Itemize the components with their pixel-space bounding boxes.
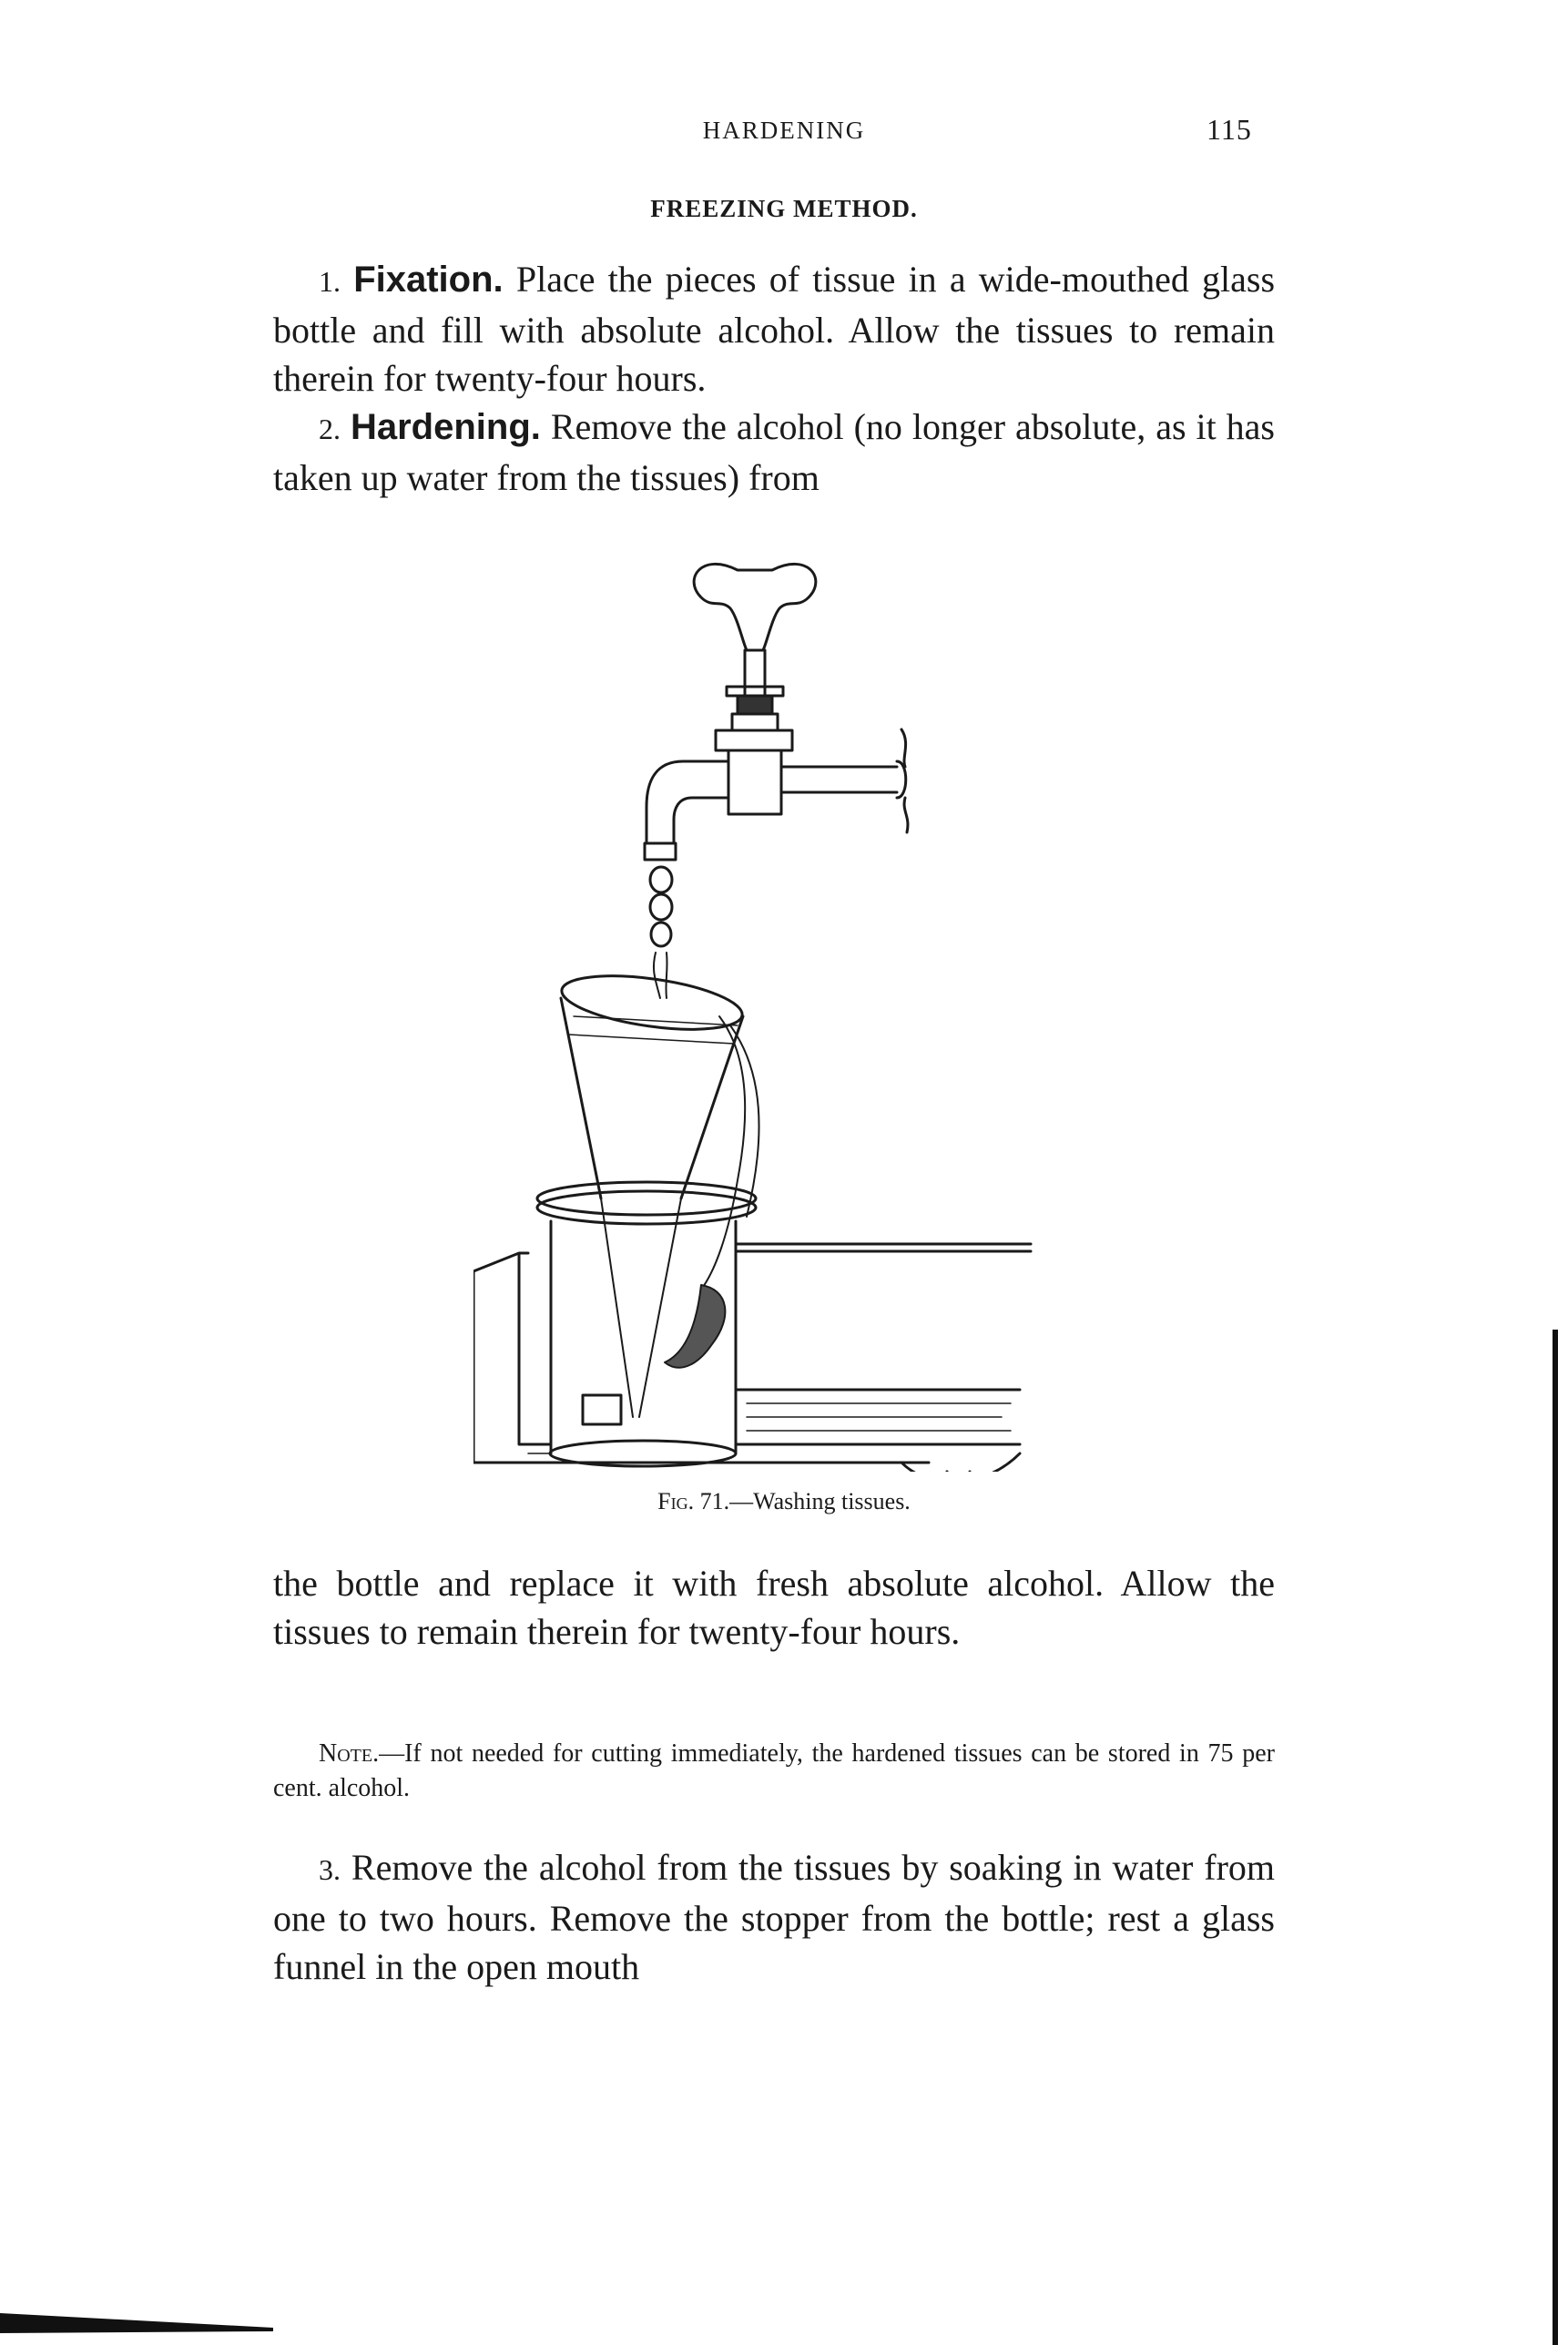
paragraph-block-bottom	[273, 1843, 1275, 1991]
paragraph-step-3	[273, 1843, 1275, 1991]
paragraph-hardening-continued: the bottle and replace it with fresh absolute alcohol. Allow the tissues to remain therein for twenty-four hours.	[273, 1563, 1275, 1652]
section-heading: FREEZING METHOD.	[650, 195, 918, 222]
figure-caption-text: —Washing tissues.	[729, 1488, 911, 1514]
paragraph-fixation	[273, 255, 1275, 403]
paragraph-label: Hardening.	[350, 407, 541, 447]
paragraph-number: 2.	[319, 413, 341, 445]
figure-label: Fig. 71.	[657, 1488, 730, 1514]
note-label: Note.	[319, 1739, 380, 1768]
scan-edge-shadow	[1553, 1330, 1558, 2345]
running-title: HARDENING	[702, 117, 866, 144]
paragraph-text: Remove the alcohol from the tissues by soaking in water from one to two hours. Remove the stopper from the bottle; rest a glass funnel in the open mouth	[273, 1847, 1276, 1987]
figure-caption	[0, 1488, 1568, 1515]
washing-tissues-illustration	[473, 543, 1056, 1472]
paragraph-block-top	[273, 255, 1275, 502]
scan-smudge	[0, 2311, 273, 2335]
paragraph-text: Remove the alcohol (no longer absolute, as it has taken up water from the tissues) from	[273, 406, 1276, 498]
note-text: —If not needed for cutting immediately, the hardened tissues can be stored in 75 per cent. alcohol.	[273, 1739, 1275, 1802]
paragraph-block-continued	[273, 1559, 1275, 1656]
page-number: 115	[1207, 113, 1252, 146]
note	[273, 1737, 1275, 1806]
paragraph-number: 3.	[319, 1853, 341, 1886]
paragraph-number: 1.	[319, 265, 341, 298]
paragraph-text: Place the pieces of tissue in a wide-mouthed glass bottle and fill with absolute alcohol. Allow the tissues to remain therein for twenty-four hours.	[273, 259, 1276, 399]
paragraph-label: Fixation.	[353, 260, 504, 300]
paragraph-hardening	[273, 403, 1275, 502]
